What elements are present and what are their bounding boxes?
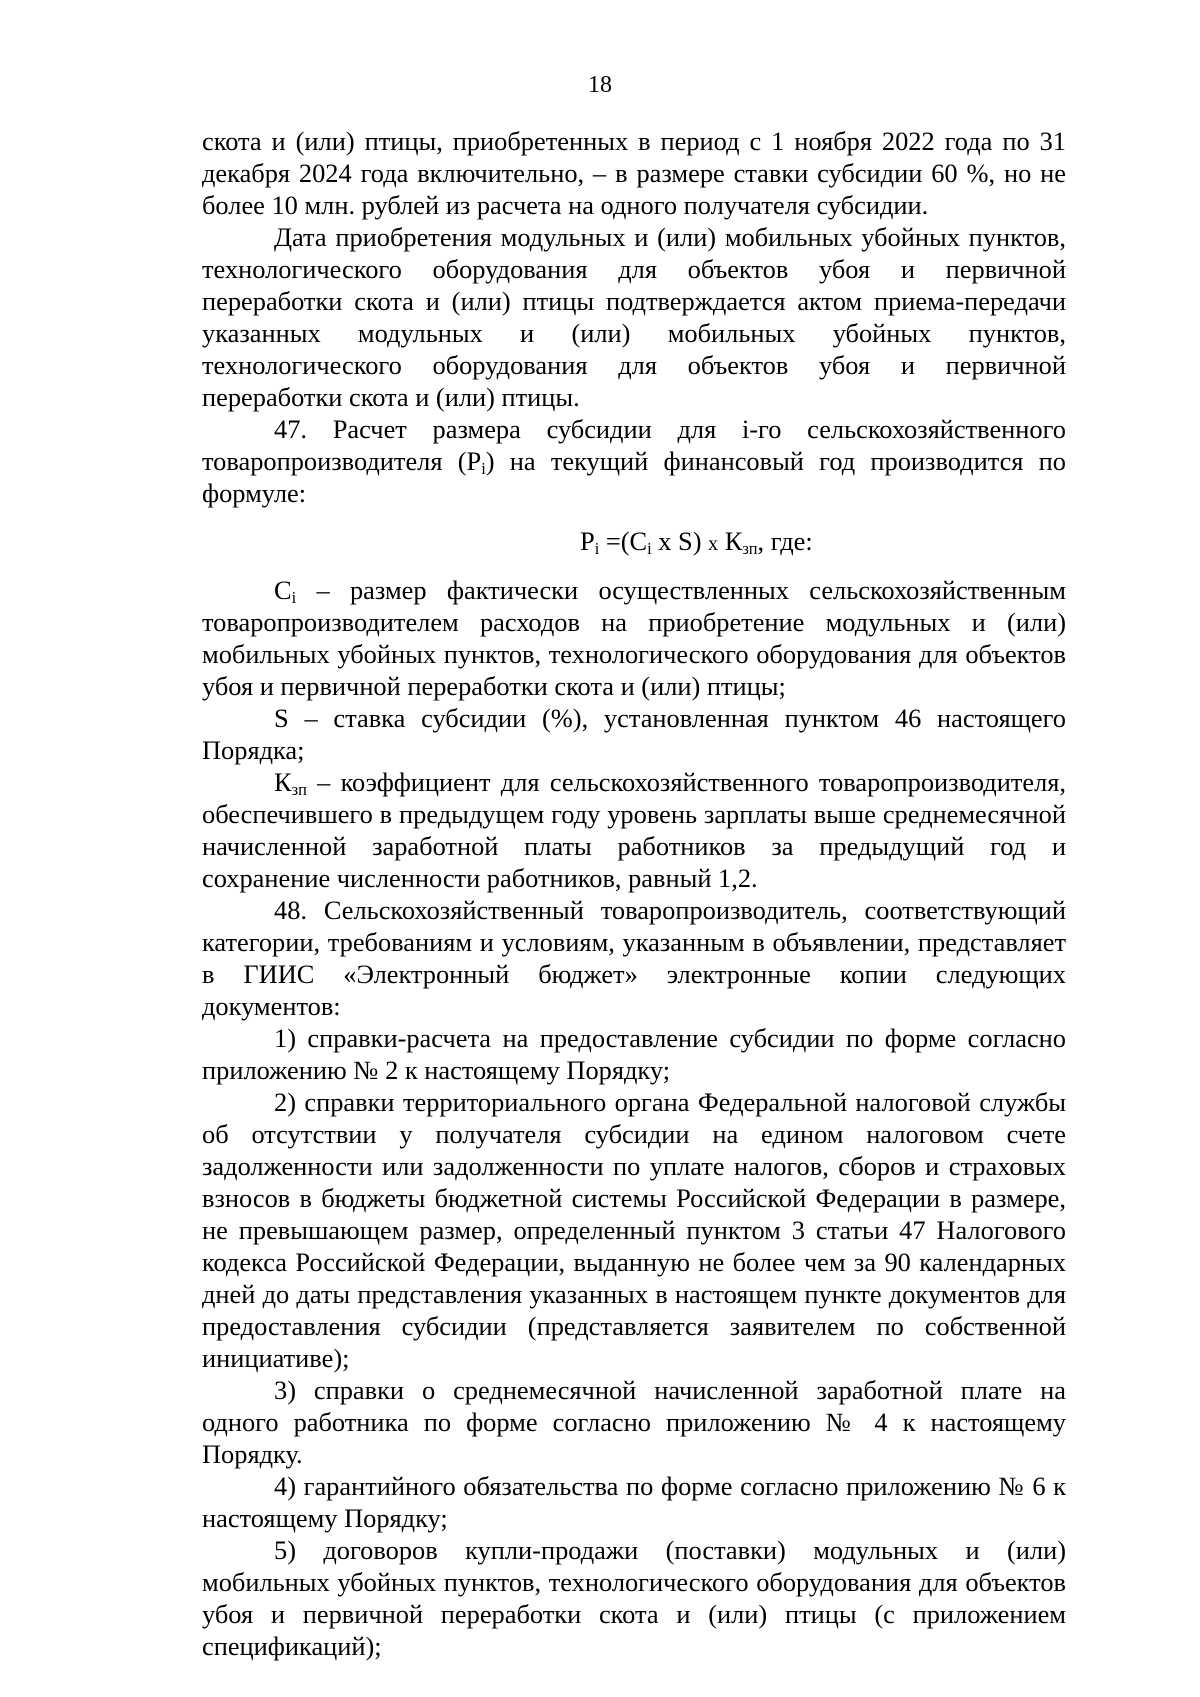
formula-p: P [580,526,595,556]
page-number: 18 [588,72,612,98]
definition-kzp-text: – коэффициент для сельскохозяйственного товаропроизводителя, обеспечившего в предыдущем году уровень зарплаты выше среднемесячной начисленной заработной платы работников за предыдущий год и сохранение численности работников, равный 1,2. [202,767,1066,893]
formula-eq: =(C [599,526,648,556]
formula-multiply: x [708,533,719,555]
formula-c-subscript: i [647,539,652,559]
paragraph-purchase-date: Дата приобретения модульных и (или) мобильных убойных пунктов, технологического оборудования для объектов убоя и первичной переработки скота и (или) птицы подтверждается актом приема-передачи указанных модульных и (или) мобильных убойных пунктов, технологического оборудования для объектов убоя и первичной переработки скота и (или) птицы. [202,222,1066,412]
item-47-paragraph [202,413,1066,509]
definition-ci [202,574,1066,702]
formula-p-subscript: i [594,539,600,559]
list-item-4: 4) гарантийного обязательства по форме согласно приложению № 6 к настоящему Порядку; [202,1471,1066,1533]
list-item-3: 3) справки о среднемесячной начисленной заработной плате на одного работника по форме согласно приложению № 4 к настоящему Порядку. [202,1375,1066,1469]
item-48-paragraph: 48. Сельскохозяйственный товаропроизводитель, соответствующий категории, требованиям и условиям, указанным в объявлении, представляет в ГИИС «Электронный бюджет» электронные копии следующих документов: [202,895,1066,1021]
formula-mid: x S) [651,526,709,556]
subsidy-formula [202,517,1066,568]
definition-kzp [202,766,1066,894]
item-47-text-end: ) на текущий финансовый год производится по формуле: [202,446,1066,508]
document-body [202,125,1066,1662]
definition-kzp-symbol: К [274,767,292,797]
paragraph-continuation: скота и (или) птицы, приобретенных в период с 1 ноября 2022 года по 31 декабря 2024 года включительно, – в размере ставки субсидии 60 %, но не более 10 млн. рублей из расчета на одного получателя субсидии. [202,126,1066,220]
formula-k-subscript: зп [742,539,758,559]
formula-end: , где: [757,526,813,556]
list-item-2: 2) справки территориального органа Федеральной налоговой службы об отсутствии у получателя субсидии на едином налоговом счете задолженности или задолженности по уплате налогов, сборов и страховых взносов в бюджеты бюджетной системы Российской Федерации в размере, не превышающем размер, определенный пунктом 3 статьи 47 Налогового кодекса Российской Федерации, выданную не более чем за 90 календарных дней до даты представления указанных в настоящем пункте документов для предоставления субсидии (представляется заявителем по собственной инициативе); [202,1087,1066,1373]
definition-ci-subscript: i [291,588,297,608]
definition-s: S – ставка субсидии (%), установленная пунктом 46 настоящего Порядка; [202,703,1066,765]
definition-ci-symbol: C [274,575,292,605]
item-47-text-start: 47. Расчет размера субсидии для i-го сельскохозяйственного товаропроизводителя (P [202,414,1066,476]
item-47-subscript: i [481,459,486,479]
formula-k: К [718,526,743,556]
definition-ci-text: – размер фактически осуществленных сельскохозяйственным товаропроизводителем расходов на приобретение модульных и (или) мобильных убойных пунктов, технологического оборудования для объектов убоя и первичной переработки скота и (или) птицы; [202,575,1066,701]
list-item-1: 1) справки-расчета на предоставление субсидии по форме согласно приложению № 2 к настоящему Порядку; [202,1023,1066,1085]
list-item-5: 5) договоров купли-продажи (поставки) модульных и (или) мобильных убойных пунктов, технологического оборудования для объектов убоя и первичной переработки скота и (или) птицы (с приложением спецификаций); [202,1535,1066,1661]
definition-kzp-subscript: зп [291,780,307,800]
